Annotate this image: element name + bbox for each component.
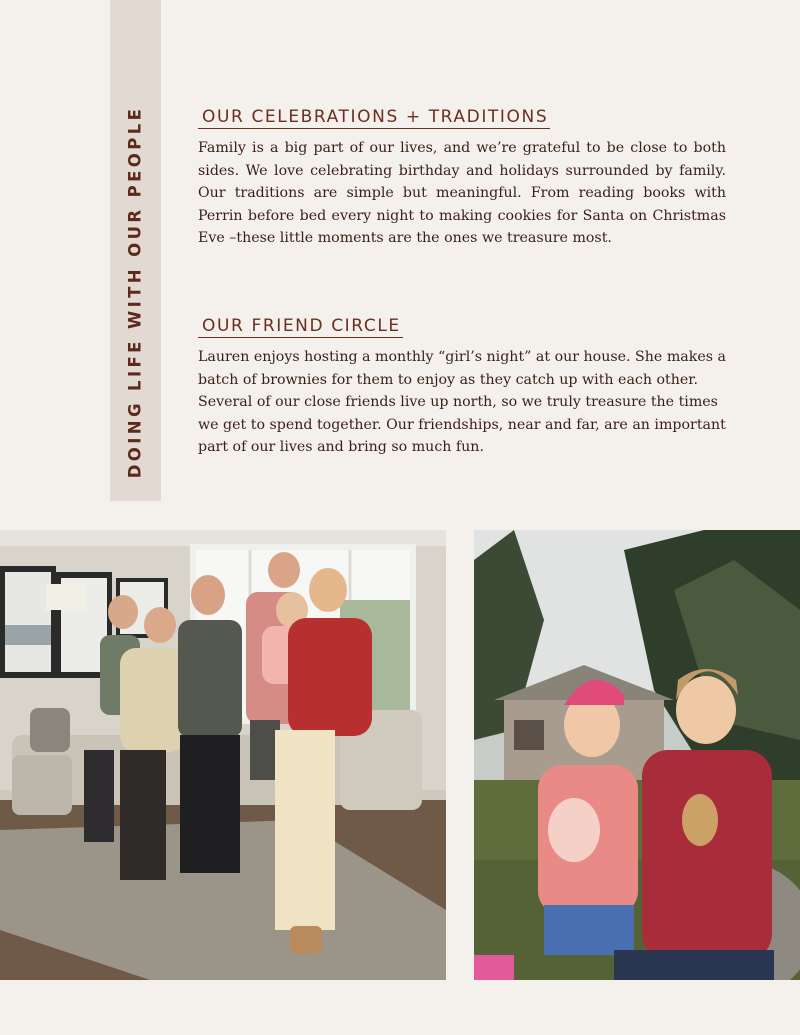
section-friend-circle (198, 316, 726, 459)
kids-outdoor-photo-illustration (474, 530, 800, 980)
sidebar-vertical-title: DOING LIFE WITH OUR PEOPLE (125, 105, 145, 479)
section-heading: OUR CELEBRATIONS + TRADITIONS (198, 107, 550, 129)
kids-outdoor-photo (474, 530, 800, 980)
section-celebrations-traditions (198, 107, 726, 250)
family-group-photo-illustration (0, 530, 446, 980)
section-body: Family is a big part of our lives, and we’re grateful to be close to both sides. We love celebrating birthday and holidays surrounded by family. Our traditions are simple but meaningful. From reading books with Perrin before bed every night to making cookies for Santa on Christmas Eve –these little moments are the ones we treasure most. (198, 140, 726, 247)
section-body: Lauren enjoys hosting a monthly “girl’s night” at our house. She makes a batch of brownies for them to enjoy as they catch up with each other. Several of our close friends live up north, so we truly treasure the times we get to spend together. Our friendships, near and far, are an important part of our lives and bring so much fun. (198, 349, 726, 456)
family-group-photo (0, 530, 446, 980)
section-heading: OUR FRIEND CIRCLE (198, 316, 403, 338)
